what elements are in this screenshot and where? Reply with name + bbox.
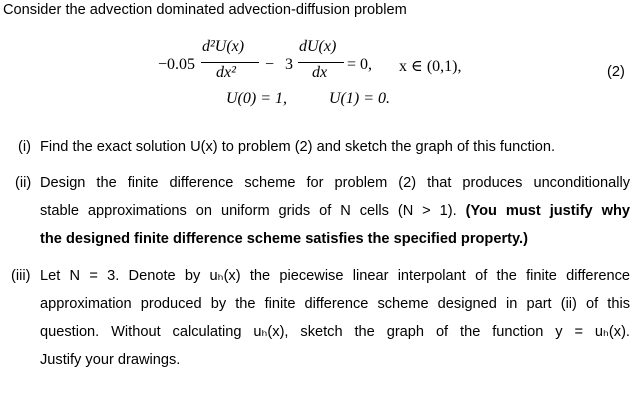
equation-coefficient-1: −0.05	[158, 56, 196, 73]
question-2-line: Design the finite difference scheme for problem (2) that produces unconditionally	[40, 175, 630, 191]
problem-intro: Consider the advection dominated advection-diffusion problem	[3, 2, 407, 18]
question-2-justification: (You must justify why	[465, 203, 630, 219]
equation-domain: x ∈ (0,1),	[399, 58, 462, 75]
question-1-line: Find the exact solution U(x) to problem (2) and sketch the graph of this function.	[40, 139, 556, 155]
question-3-line: Justify your drawings.	[40, 352, 181, 368]
equation-rhs: = 0,	[347, 56, 373, 73]
boundary-condition-right: U(1) = 0.	[329, 90, 391, 107]
equation-block	[0, 0, 639, 120]
question-3-line: question. Without calculating uₕ(x), sketch the graph of the function y = uₕ(x).	[40, 324, 630, 340]
fraction-1-numerator: d²U(x)	[202, 38, 245, 55]
question-1-text	[40, 133, 630, 161]
question-2-line: the designed finite difference scheme satisfies the specified property.)	[40, 231, 528, 247]
equation-number: (2)	[607, 64, 625, 80]
fraction-2-bar	[298, 62, 344, 63]
equation-coefficient-2: 3	[285, 56, 293, 73]
question-label: (iii)	[11, 268, 31, 284]
fraction-2-numerator: dU(x)	[299, 38, 337, 55]
question-2-line	[40, 197, 630, 225]
fraction-1-bar	[201, 62, 259, 63]
boundary-condition-left: U(0) = 1,	[226, 90, 288, 107]
question-2-text	[40, 169, 630, 253]
fraction-1-denominator: dx²	[216, 64, 236, 81]
question-2-statement: stable approximations on uniform grids of N cells (N > 1).	[40, 203, 457, 219]
fraction-2-denominator: dx	[312, 64, 328, 81]
equation-minus: −	[265, 56, 275, 73]
question-3-line: Let N = 3. Denote by uₕ(x) the piecewise linear interpolant of the finite difference	[40, 268, 630, 284]
question-3-text	[40, 262, 630, 374]
question-3-line: approximation produced by the finite difference scheme designed in part (ii) of this	[40, 296, 630, 312]
question-label: (i)	[18, 139, 31, 155]
question-label: (ii)	[15, 175, 32, 191]
